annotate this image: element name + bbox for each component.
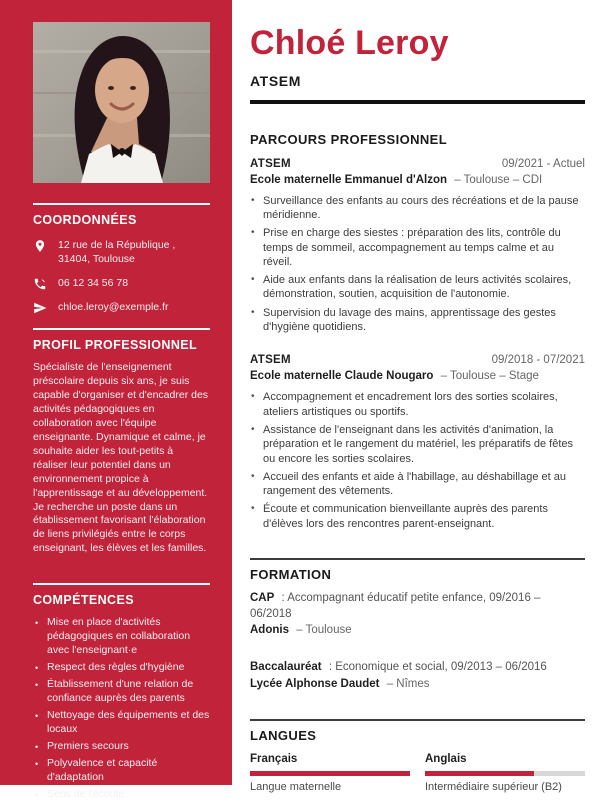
contact-row-email [33,300,210,315]
language-level-label: Langue maternelle [250,780,342,793]
job-dates: 09/2021 - Actuel [501,157,585,170]
experience-section [250,132,585,531]
job-bullet: • Accompagnement et encadrement lors des sorties scolaires, ateliers artistiques ou sportifs. [250,390,585,419]
header-divider [250,100,585,104]
section-divider [250,558,585,560]
candidate-job-title: ATSEM [250,72,301,89]
languages-grid [250,753,585,793]
contact-address: 12 rue de la République , 31404, Toulouse [58,239,176,266]
education-detail: : Accompagnant éducatif petite enfance, 09/2016 – 06/2018 [250,592,541,620]
language-item [425,753,585,793]
profile-section-title: PROFIL PROFESSIONNEL [33,337,198,352]
language-proficiency-bar [425,771,585,776]
contact-row-phone [33,276,210,291]
skill-item: • Premiers secours [33,740,210,754]
portrait-illustration [33,22,210,183]
profile-photo [33,22,210,183]
sidebar [0,0,232,800]
job-bullet: • Écoute et communication bienveillante auprès des parents d'élèves lors des rencontres parent-enseignant. [250,502,585,531]
job-entry [250,158,585,335]
job-bullet-list [250,194,585,335]
skill-item: • Sens de l'écoute [33,788,210,802]
contact-phone: 06 12 34 56 78 [58,276,129,289]
job-bullet: • Accueil des enfants et aide à l'habillage, au déshabillage et au rangement des vêtements. [250,470,585,499]
education-section [250,558,585,690]
education-entry [250,591,585,636]
skill-item: • Polyvalence et capacité d'adaptation [33,757,210,785]
contact-section-title: COORDONNÉES [33,213,137,227]
location-pin-icon [33,239,47,253]
language-proficiency-fill [425,771,534,776]
education-degree: Baccalauréat [250,661,322,674]
skill-item: • Nettoyage des équipements et des locaux [33,709,210,737]
education-entry [250,660,585,690]
education-school: Lycée Alphonse Daudet [250,677,380,690]
language-proficiency-bar [250,771,410,776]
sidebar-divider [33,328,210,330]
job-role: ATSEM [250,354,291,367]
education-detail: : Economique et social, 09/2013 – 06/2016 [328,661,547,674]
education-school-line [250,678,585,690]
language-level-label: Intermédiaire supérieur (B2) [425,780,562,793]
language-name: Français [250,752,298,765]
contact-list [33,238,210,315]
language-name: Anglais [425,752,467,765]
job-bullet: • Surveillance des enfants au cours des récréations et de la pause méridienne. [250,194,585,223]
job-role: ATSEM [250,157,291,170]
experience-section-title: PARCOURS PROFESSIONNEL [250,131,448,147]
job-bullet: • Supervision du lavage des mains, apprentissage des gestes d'hygiène quotidiens. [250,306,585,335]
education-school-line [250,624,585,636]
education-degree-line [250,660,585,676]
skill-item: • Mise en place d'activités pédagogiques en collaboration avec l'enseignant·e [33,616,210,658]
language-proficiency-fill [250,771,410,776]
section-divider [250,719,585,721]
job-bullet: • Prise en charge des siestes : préparation des lits, contrôle du temps de sommeil, accompagnement au temps calme et au réveil. [250,226,585,269]
job-dates: 09/2018 - 07/2021 [491,354,585,367]
job-employer-name: Ecole maternelle Claude Nougaro [250,370,434,383]
education-location: – Nîmes [386,677,430,690]
sidebar-divider [33,583,210,585]
sidebar-divider [33,203,210,205]
skills-section-title: COMPÉTENCES [33,593,134,608]
education-degree: CAP [250,592,275,605]
job-bullet-list [250,390,585,531]
education-degree-line [250,591,585,622]
profile-summary-text: Spécialiste de l'enseignement préscolaire depuis six ans, je suis capable d'organiser et d'encadrer des activités pédagogiques en collaboration avec l'équipe enseignante. Dynamique et calme, je souhaite aider les tout-petits à réaliser leur potentiel dans un environnement propice à l'apprentissage et au développement. Je recherche un poste dans un établissement favorisant l'élaboration de liens privilégiés entre le corps enseignant, les élèves et les familles. [33,360,209,555]
education-section-title: FORMATION [250,567,332,583]
education-location: – Toulouse [296,624,352,637]
education-school: Adonis [250,624,289,637]
job-employer-location: – Toulouse – CDI [454,173,543,186]
job-bullet: • Aide aux enfants dans la réalisation de leurs activités scolaires, démonstration, soutien, acquisition de l'autonomie. [250,273,585,302]
languages-section-title: LANGUES [250,727,317,743]
skill-item: • Établissement d'une relation de confiance auprès des parents [33,678,210,706]
job-header [250,158,585,170]
language-item [250,753,410,793]
send-icon [33,301,47,315]
job-employer-line [250,370,585,382]
job-header [250,354,585,366]
phone-icon [33,277,47,291]
languages-section [250,719,585,793]
candidate-name: Chloé Leroy [250,24,449,62]
job-bullet: • Assistance de l'enseignant dans les activités d'animation, la préparation et le rangement du matériel, les préparatifs de fêtes ou encore les sorties scolaires. [250,423,585,466]
contact-email: chloe.leroy@exemple.fr [58,300,169,313]
job-employer-line [250,174,585,186]
skill-item: • Respect des règles d'hygiène [33,661,210,675]
job-entry [250,354,585,531]
contact-row-address [33,238,210,267]
main-column [250,0,585,793]
job-employer-name: Ecole maternelle Emmanuel d'Alzon [250,173,448,186]
skills-list [33,616,210,801]
job-employer-location: – Toulouse – Stage [440,370,539,383]
